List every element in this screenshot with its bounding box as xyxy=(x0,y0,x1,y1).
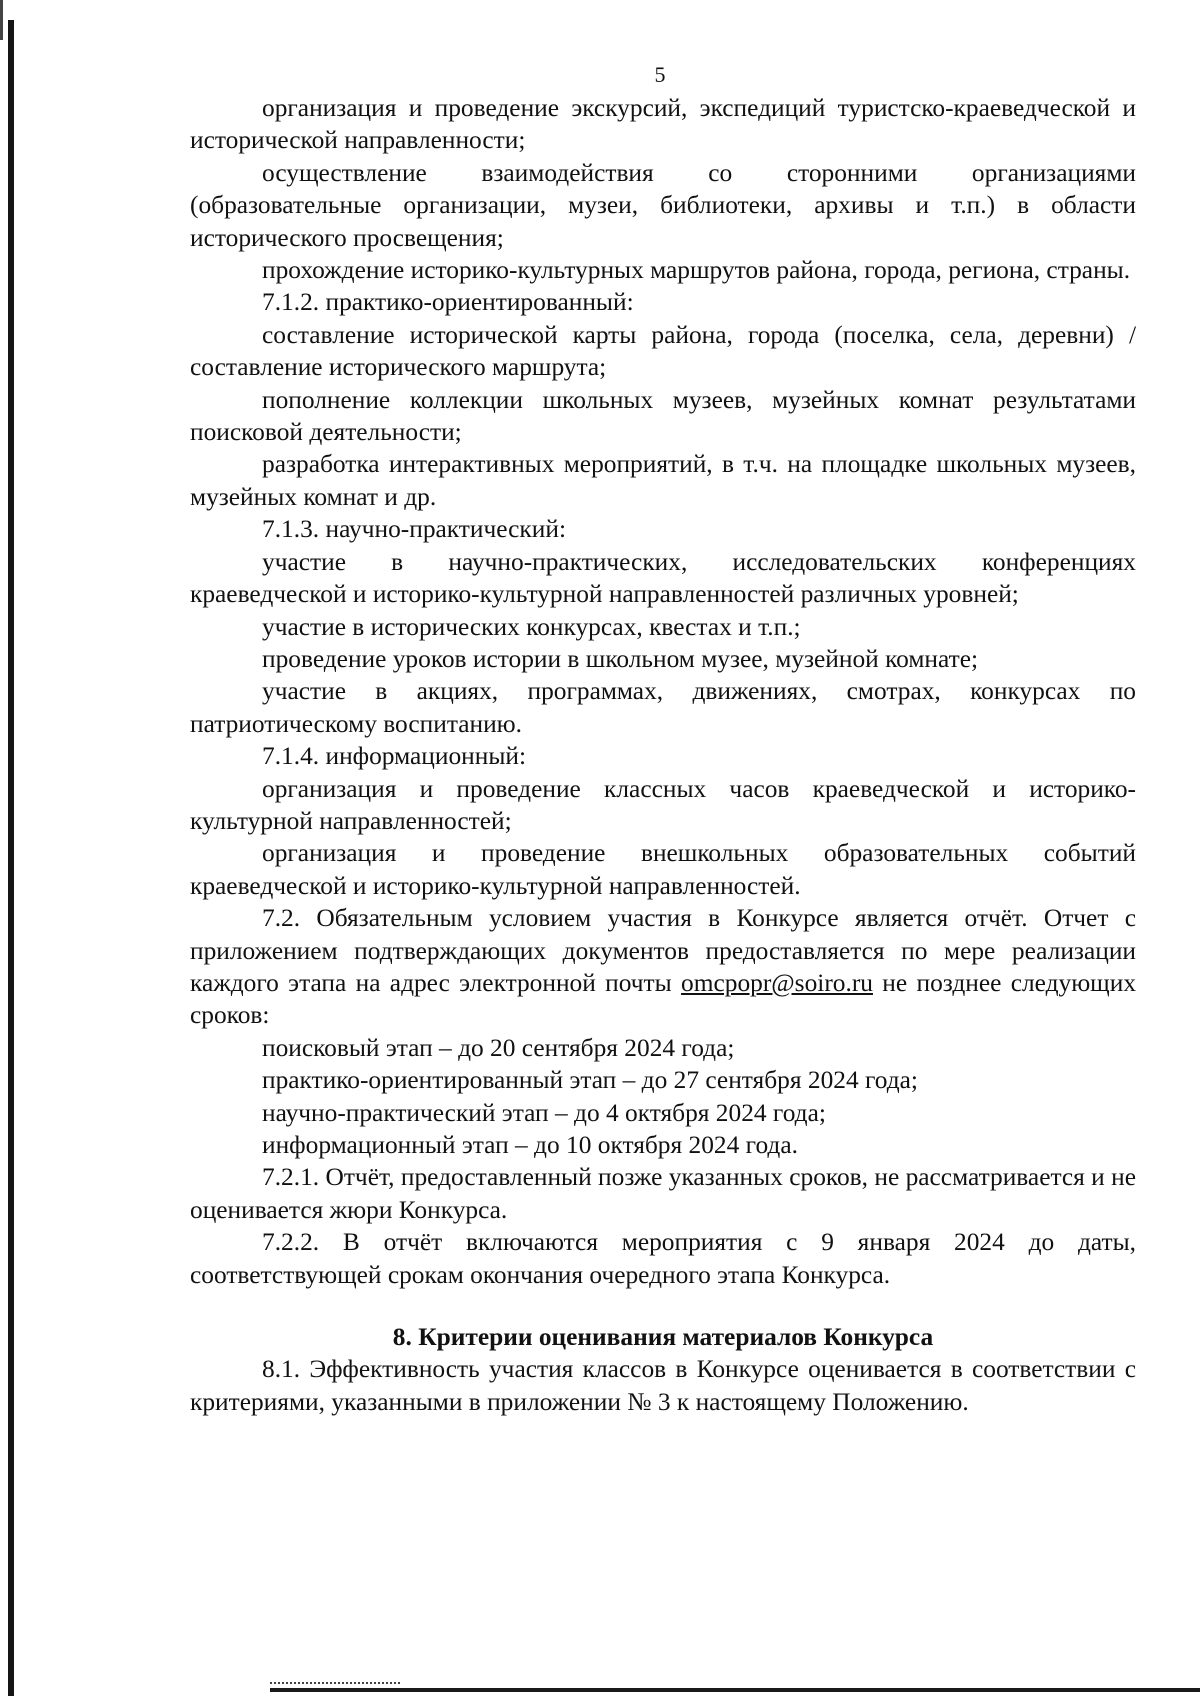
scan-bottom-dots xyxy=(270,1682,400,1686)
paragraph: организация и проведение экскурсий, экспедиций туристско-краеведческой и исторической направленности; xyxy=(190,94,1136,155)
paragraph: пополнение коллекции школьных музеев, музейных комнат результатами поисковой деятельности; xyxy=(190,385,1136,447)
scan-bottom-edge xyxy=(270,1688,1200,1692)
paragraph: прохождение историко-культурных маршрутов района, города, региона, страны. xyxy=(262,256,1131,285)
subsection-title: 7.1.3. научно-практический: xyxy=(262,515,566,544)
page-number: 5 xyxy=(654,62,666,87)
paragraph: участие в научно-практических, исследовательских конференциях краеведческой и историко-культурной направленностей различных уровней; xyxy=(190,547,1136,609)
scan-edge-mark xyxy=(0,0,3,40)
paragraph: участие в исторических конкурсах, квестах и т.п.; xyxy=(262,612,801,641)
deadline-item: поисковый этап – до 20 сентября 2024 года; xyxy=(262,1033,735,1062)
subsection-title: 7.1.2. практико-ориентированный: xyxy=(262,288,634,317)
deadline-item: практико-ориентированный этап – до 27 сентября 2024 года; xyxy=(262,1066,918,1095)
report-text-before: 7.2. Обязательным условием участия в Конкурсе является отчёт. Отчет с приложением подтверждающих документов предоставляется по мере реализации каждого этапа на адрес электронной почты xyxy=(190,904,1136,997)
paragraph: 8.1. Эффективность участия классов в Конкурсе оценивается в соответствии с критериями, указанными в приложении № 3 к настоящему Положению. xyxy=(190,1355,1136,1416)
paragraph: 7.2.2. В отчёт включаются мероприятия с 9 января 2024 до даты, соответствующей срокам окончания очередного этапа Конкурса. xyxy=(190,1228,1136,1289)
deadline-item: научно-практический этап – до 4 октября 2024 года; xyxy=(262,1098,826,1127)
paragraph: осуществление взаимодействия со сторонними организациями (образовательные организации, музеи, библиотеки, архивы и т.п.) в области исторического просвещения; xyxy=(190,158,1136,252)
paragraph: организация и проведение классных часов краеведческой и историко-культурной направленностей; xyxy=(190,774,1136,835)
paragraph: составление исторической карты района, города (поселка, села, деревни) / составление исторического маршрута; xyxy=(190,320,1136,382)
subsection-title: 7.1.4. информационный: xyxy=(262,742,527,771)
deadline-item: информационный этап – до 10 октября 2024 года. xyxy=(262,1131,798,1159)
document-body xyxy=(190,92,1136,1418)
paragraph: 7.2.1. Отчёт, предоставленный позже указанных сроков, не рассматривается и не оценивается жюри Конкурса. xyxy=(190,1163,1136,1224)
email-link[interactable]: omcpopr@soiro.ru xyxy=(681,968,873,997)
section-heading: 8. Критерии оценивания материалов Конкурса xyxy=(392,1323,934,1352)
paragraph: организация и проведение внешкольных образовательных событий краеведческой и историко-культурной направленностей. xyxy=(190,839,1136,900)
report-text-after: не позднее следующих сроков: xyxy=(190,968,1137,1030)
scan-left-edge xyxy=(8,20,14,1696)
paragraph: участие в акциях, программах, движениях, смотрах, конкурсах по патриотическому воспитанию. xyxy=(190,677,1136,738)
paragraph: проведение уроков истории в школьном музее, музейной комнате; xyxy=(262,644,979,673)
report-paragraph xyxy=(190,902,1136,1032)
paragraph: разработка интерактивных мероприятий, в т.ч. на площадке школьных музеев, музейных комнат и др. xyxy=(190,450,1136,511)
